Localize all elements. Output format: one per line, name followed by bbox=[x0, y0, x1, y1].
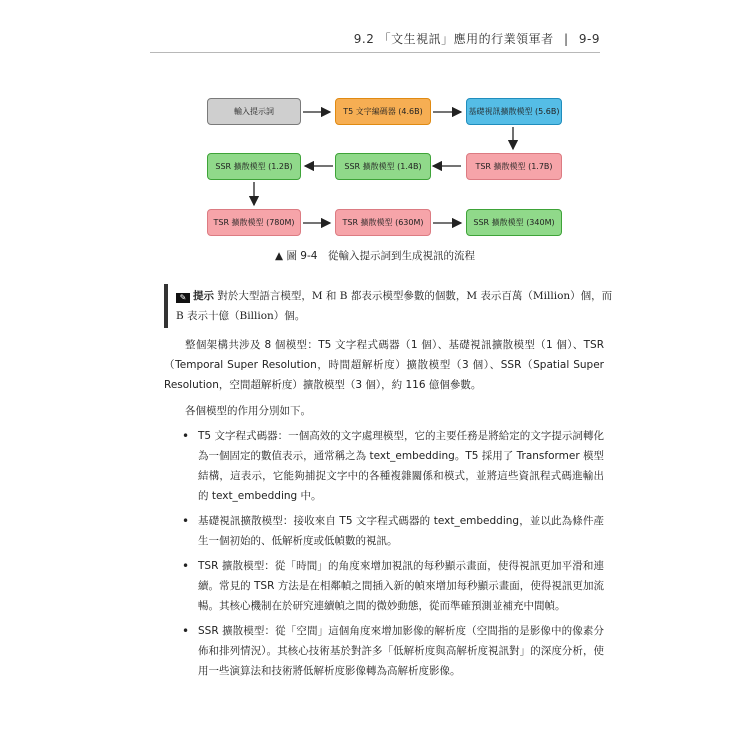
node-input-prompt: 輸入提示詞 bbox=[207, 98, 301, 125]
figure-caption: ▲ 圖 9-4 從輸入提示詞到生成視訊的流程 bbox=[275, 250, 475, 262]
header-title: 「文生視訊」應用的行業領軍者 bbox=[378, 32, 554, 46]
tip-icon: ✎ bbox=[176, 293, 190, 303]
bullet-tsr: • TSR 擴散模型：從「時間」的角度來增加視訊的每秒顯示畫面，使得視訊更加平滑和連續。常見的 TSR 方法是在相鄰幀之間插入新的幀來增加每秒顯示畫面，使得視訊更加流暢。其核心機制在於研究連續幀之間的微妙動態，從而準確預測並補充中間幀。 bbox=[164, 556, 604, 616]
bullet-t5: • T5 文字程式碼器：一個高效的文字處理模型，它的主要任務是將給定的文字提示詞轉化為一個固定的數值表示，通常稱之為 text_embedding。T5 採用了 Transformer 模型結構，這表示，它能夠捕捉文字中的各種複雜關係和模式，並將這些資訊程式碼進輸出的 text_embedding 中。 bbox=[164, 426, 604, 506]
model-bullet-list bbox=[164, 426, 604, 686]
node-ssr-2: SSR 擴散模型 (1.2B) bbox=[207, 153, 301, 180]
body-paragraph-intro: 各個模型的作用分別如下。 bbox=[185, 405, 311, 417]
node-tsr-1: TSR 擴散模型 (1.7B) bbox=[466, 153, 562, 180]
header-page-number: 9-9 bbox=[578, 32, 600, 46]
node-base-video-diffusion: 基礎視訊擴散模型 (5.6B) bbox=[466, 98, 562, 125]
header-section: 9.2 bbox=[353, 32, 375, 46]
body-paragraph-architecture: 整個架構共涉及 8 個模型：T5 文字程式碼器（1 個）、基礎視訊擴散模型（1 個）、TSR（Temporal Super Resolution，時間超解析度）擴散模型（3 個）、SSR（Spatial Super Resolution，空間超解析度）擴散模型（3 個），約 116 億個參數。 bbox=[164, 339, 604, 391]
node-ssr-3: SSR 擴散模型 (340M) bbox=[466, 209, 562, 236]
tip-text: 對於大型語言模型，M 和 B 都表示模型參數的個數，M 表示百萬（Million）個，而 B 表示十億（Billion）個。 bbox=[176, 290, 613, 322]
node-tsr-2: TSR 擴散模型 (780M) bbox=[207, 209, 301, 236]
header-separator: | bbox=[564, 32, 569, 46]
node-tsr-3: TSR 擴散模型 (630M) bbox=[335, 209, 431, 236]
node-t5-encoder: T5 文字編碼器 (4.6B) bbox=[335, 98, 431, 125]
bullet-ssr: • SSR 擴散模型：從「空間」這個角度來增加影像的解析度（空間指的是影像中的像素分佈和排列情況）。其核心技術基於對許多「低解析度與高解析度視訊對」的深度分析，使用一些演算法和技術將低解析度影像轉為高解析度影像。 bbox=[164, 621, 604, 681]
node-ssr-1: SSR 擴散模型 (1.4B) bbox=[335, 153, 431, 180]
tip-box bbox=[164, 284, 616, 328]
bullet-base-video: • 基礎視訊擴散模型：接收來自 T5 文字程式碼器的 text_embedding，並以此為條件產生一個初始的、低解析度或低幀數的視訊。 bbox=[164, 511, 604, 551]
tip-heading: 提示 bbox=[193, 290, 214, 302]
